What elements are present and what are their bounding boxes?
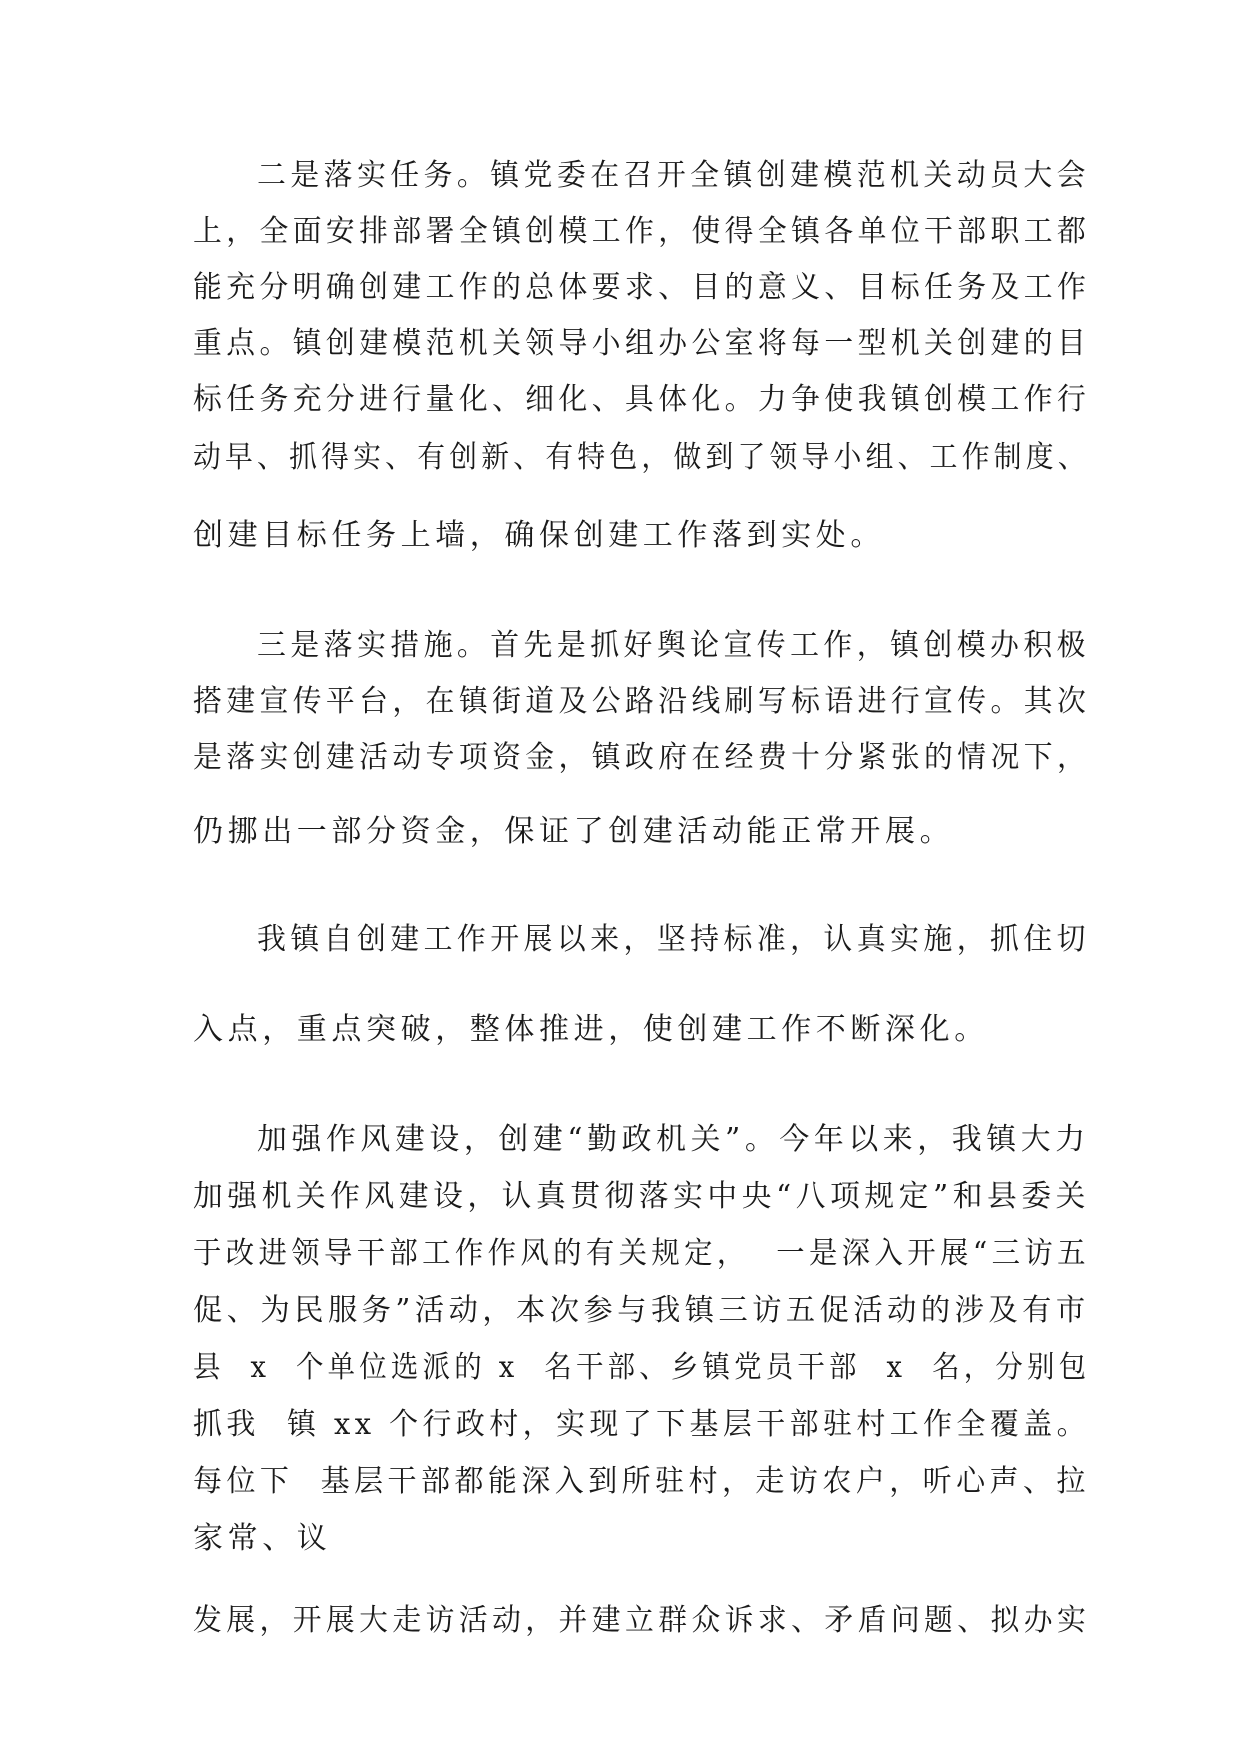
paragraph-2-line-2: 搭建宣传平台，在镇街道及公路沿线刷写标语进行宣传。其次	[193, 684, 1091, 719]
paragraph-1-line-5: 标任务充分进行量化、细化、具体化。力争使我镇创模工作行	[193, 382, 1091, 417]
paragraph-1-line-6: 动早、抓得实、有创新、有特色，做到了领导小组、工作制度、	[193, 440, 1090, 475]
paragraph-4-line-6: 抓我 镇 xx 个行政村，实现了下基层干部驻村工作全覆盖。	[193, 1407, 1090, 1442]
paragraph-4-line-3: 于改进领导干部工作作风的有关规定， 一是深入开展“三访五	[193, 1236, 1090, 1271]
paragraph-4-line-2: 加强机关作风建设，认真贯彻落实中央“八项规定”和县委关	[193, 1179, 1090, 1214]
paragraph-1-line-3: 能充分明确创建工作的总体要求、目的意义、目标任务及工作	[193, 270, 1091, 305]
paragraph-1-line-1: 二是落实任务。镇党委在召开全镇创建模范机关动员大会	[257, 158, 1090, 193]
paragraph-4-line-5: 县 x 个单位选派的 x 名干部、乡镇党员干部 x 名，分别包	[193, 1350, 1091, 1385]
paragraph-3-line-2: 入点，重点突破，整体推进，使创建工作不断深化。	[193, 1012, 989, 1047]
paragraph-2-line-1: 三是落实措施。首先是抓好舆论宣传工作，镇创模办积极	[257, 628, 1090, 663]
paragraph-4-line-1: 加强作风建设，创建“勤政机关”。今年以来，我镇大力	[257, 1122, 1090, 1157]
paragraph-2-line-3: 是落实创建活动专项资金，镇政府在经费十分紧张的情况下，	[193, 740, 1091, 775]
paragraph-1-line-4: 重点。镇创建模范机关领导小组办公室将每一型机关创建的目	[193, 326, 1091, 361]
paragraph-1-line-2: 上，全面安排部署全镇创模工作，使得全镇各单位干部职工都	[193, 214, 1091, 249]
paragraph-5-line-1: 发展，开展大走访活动，并建立群众诉求、矛盾问题、拟办实	[193, 1603, 1091, 1638]
paragraph-2-line-4: 仍挪出一部分资金，保证了创建活动能正常开展。	[193, 814, 955, 849]
paragraph-4-line-8: 家常、议	[193, 1521, 332, 1556]
paragraph-4-line-4: 促、为民服务”活动，本次参与我镇三访五促活动的涉及有市	[193, 1293, 1090, 1328]
paragraph-1-line-7: 创建目标任务上墙，确保创建工作落到实处。	[193, 518, 885, 553]
paragraph-4-line-7: 每位下 基层干部都能深入到所驻村，走访农户，听心声、拉	[193, 1464, 1090, 1499]
paragraph-3-line-1: 我镇自创建工作开展以来，坚持标准，认真实施，抓住切	[257, 922, 1090, 957]
